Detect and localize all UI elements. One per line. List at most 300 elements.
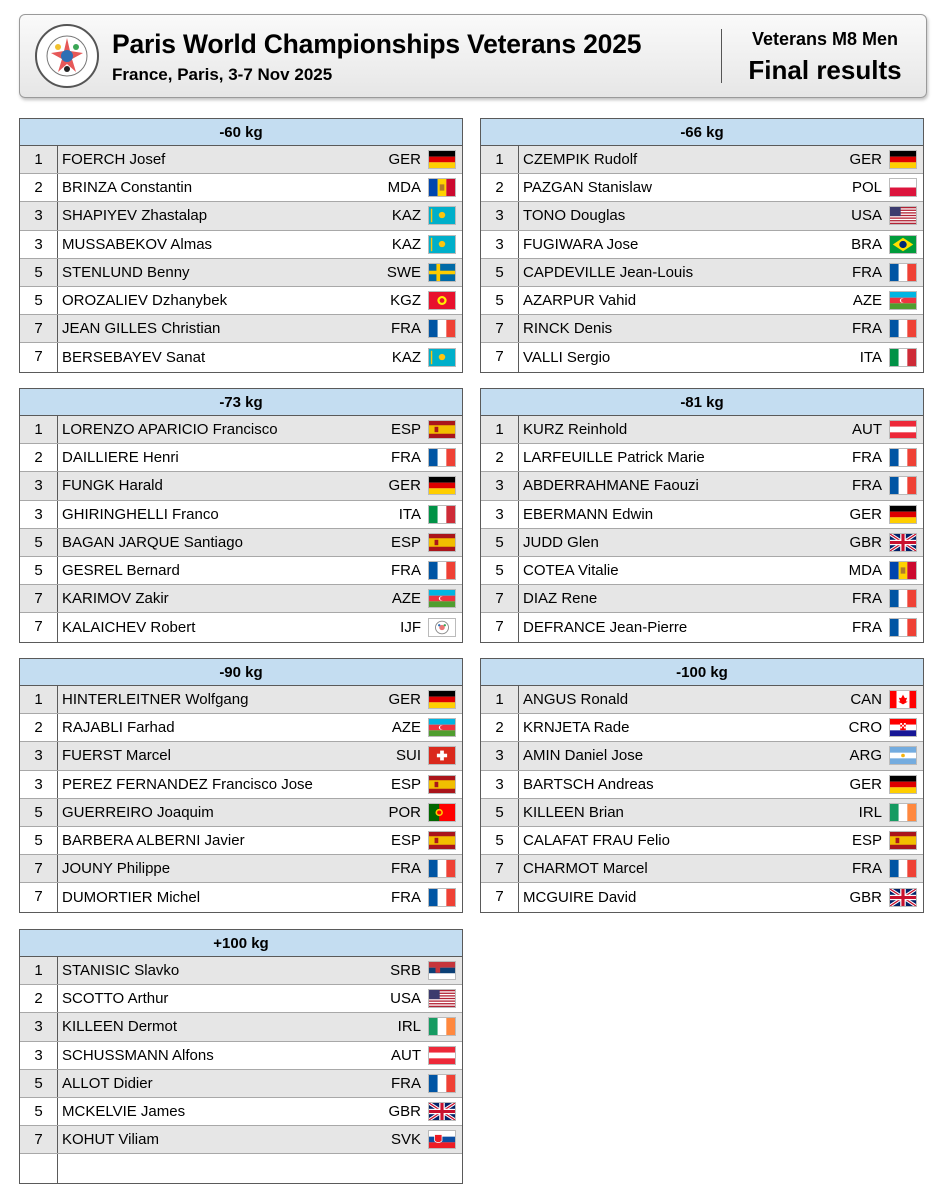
table-row	[481, 799, 923, 827]
table-body	[481, 416, 923, 642]
table-row	[20, 287, 462, 315]
table-row	[20, 501, 462, 529]
rank-cell: 5	[20, 799, 58, 826]
rank-cell: 3	[20, 472, 58, 499]
fra-flag-icon	[428, 859, 456, 878]
pol-flag-icon	[889, 178, 917, 197]
table-row	[481, 416, 923, 444]
nation-code: AZE	[391, 719, 421, 737]
rank-cell: 5	[20, 557, 58, 584]
rank-cell: 7	[20, 613, 58, 641]
nation-code: FRA	[391, 449, 421, 467]
athlete-name: STENLUND Benny	[62, 263, 190, 281]
nation-code: GBR	[849, 533, 882, 551]
rank-cell: 5	[20, 1098, 58, 1125]
nation-code: CRO	[848, 719, 882, 737]
table-row	[20, 557, 462, 585]
nation-code: FRA	[391, 562, 421, 580]
rank-cell: 7	[481, 855, 519, 882]
table-row	[20, 985, 462, 1013]
nation-code: AUT	[391, 1046, 421, 1064]
esp-flag-icon	[428, 831, 456, 850]
rank-cell: 5	[481, 827, 519, 854]
ger-flag-icon	[428, 150, 456, 169]
gbr-flag-icon	[428, 1102, 456, 1121]
nation-code: ESP	[390, 533, 421, 551]
nation-code: GBR	[849, 888, 882, 906]
kgz-flag-icon	[428, 291, 456, 310]
table-row	[481, 343, 923, 371]
weight-category-header: -73 kg	[20, 389, 462, 416]
table-row	[481, 686, 923, 714]
athlete-name: PEREZ FERNANDEZ Francisco Jose	[62, 775, 313, 793]
athlete-name: KILLEEN Brian	[523, 803, 624, 821]
kaz-flag-icon	[428, 235, 456, 254]
fra-flag-icon	[889, 476, 917, 495]
athlete-name: BERSEBAYEV Sanat	[62, 348, 206, 366]
weight-category-header: -66 kg	[481, 119, 923, 146]
rank-cell: 7	[481, 883, 519, 911]
table-row	[20, 146, 462, 174]
can-flag-icon	[889, 690, 917, 709]
rank-cell: 2	[481, 444, 519, 471]
rank-cell: 3	[20, 1013, 58, 1040]
athlete-name: CAPDEVILLE Jean-Louis	[523, 263, 694, 281]
swe-flag-icon	[428, 263, 456, 282]
ijf-flag-icon	[428, 618, 456, 637]
table-row	[481, 585, 923, 613]
rank-cell: 3	[20, 231, 58, 258]
nation-code: GER	[849, 775, 882, 793]
athlete-name: EBERMANN Edwin	[523, 505, 654, 523]
rank-cell: 7	[481, 343, 519, 371]
athlete-name: GESREL Bernard	[62, 562, 180, 580]
table-row	[20, 742, 462, 770]
rank-cell: 5	[20, 827, 58, 854]
athlete-name: RAJABLI Farhad	[62, 719, 175, 737]
rank-cell: 5	[20, 287, 58, 314]
results-status: Final results	[748, 55, 902, 85]
por-flag-icon	[428, 803, 456, 822]
athlete-name: DUMORTIER Michel	[62, 888, 201, 906]
srb-flag-icon	[428, 961, 456, 980]
table-row	[20, 799, 462, 827]
nation-code: AUT	[852, 421, 882, 439]
athlete-name: LARFEUILLE Patrick Marie	[523, 449, 705, 467]
athlete-name: KOHUT Viliam	[62, 1131, 159, 1149]
table-row	[481, 557, 923, 585]
nation-code: CAN	[850, 691, 882, 709]
weight-category-table	[19, 929, 463, 1184]
table-row	[20, 1098, 462, 1126]
athlete-name: FOERCH Josef	[62, 151, 166, 169]
table-body	[20, 686, 462, 912]
rank-cell: 3	[481, 472, 519, 499]
table-row	[481, 315, 923, 343]
gbr-flag-icon	[889, 533, 917, 552]
rank-cell: 2	[20, 174, 58, 201]
table-row	[20, 827, 462, 855]
athlete-name: CALAFAT FRAU Felio	[523, 832, 670, 850]
athlete-name: SHAPIYEV Zhastalap	[62, 207, 208, 225]
weight-category-table	[19, 388, 463, 643]
table-row	[20, 259, 462, 287]
table-body	[481, 146, 923, 372]
athlete-name: MCGUIRE David	[523, 888, 637, 906]
table-row	[20, 444, 462, 472]
athlete-name: KALAICHEV Robert	[62, 618, 196, 636]
nation-code: GER	[849, 505, 882, 523]
nation-code: GER	[849, 151, 882, 169]
athlete-name: AZARPUR Vahid	[523, 292, 637, 310]
cro-flag-icon	[889, 718, 917, 737]
athlete-name: DEFRANCE Jean-Pierre	[523, 618, 688, 636]
rank-cell: 5	[481, 287, 519, 314]
table-row	[481, 444, 923, 472]
athlete-name: PAZGAN Stanislaw	[523, 179, 652, 197]
nation-code: SRB	[390, 962, 421, 980]
event-location-dates: France, Paris, 3-7 Nov 2025	[112, 65, 333, 84]
rank-cell: 1	[20, 146, 58, 173]
athlete-name: BARTSCH Andreas	[523, 775, 654, 793]
athlete-name: JOUNY Philippe	[62, 860, 171, 878]
nation-code: ESP	[390, 832, 421, 850]
gbr-flag-icon	[889, 888, 917, 907]
athlete-name: DAILLIERE Henri	[62, 449, 179, 467]
rank-cell: 3	[481, 501, 519, 528]
nation-code: BRA	[851, 235, 882, 253]
nation-code: FRA	[852, 320, 882, 338]
fra-flag-icon	[428, 888, 456, 907]
weight-category-header: -81 kg	[481, 389, 923, 416]
athlete-name: ANGUS Ronald	[523, 691, 629, 709]
table-row	[481, 855, 923, 883]
esp-flag-icon	[428, 775, 456, 794]
athlete-name: OROZALIEV Dzhanybek	[62, 292, 228, 310]
rank-cell: 1	[20, 957, 58, 984]
athlete-name: GUERREIRO Joaquim	[62, 803, 214, 821]
rank-cell: 3	[20, 742, 58, 769]
athlete-name: DIAZ Rene	[523, 590, 598, 608]
table-row	[20, 1013, 462, 1041]
esp-flag-icon	[889, 831, 917, 850]
mda-flag-icon	[889, 561, 917, 580]
table-body	[20, 416, 462, 642]
rank-cell: 3	[481, 202, 519, 229]
athlete-name: SCHUSSMANN Alfons	[62, 1046, 214, 1064]
aze-flag-icon	[428, 589, 456, 608]
aut-flag-icon	[889, 420, 917, 439]
table-row	[481, 472, 923, 500]
table-row	[20, 771, 462, 799]
weight-category-header: -90 kg	[20, 659, 462, 686]
fra-flag-icon	[889, 448, 917, 467]
athlete-name: ALLOT Didier	[62, 1074, 153, 1092]
athlete-name: SCOTTO Arthur	[62, 990, 169, 1008]
athlete-name: BRINZA Constantin	[62, 179, 193, 197]
arg-flag-icon	[889, 746, 917, 765]
nation-code: FRA	[852, 618, 882, 636]
table-row	[20, 315, 462, 343]
aut-flag-icon	[428, 1046, 456, 1065]
rank-cell: 5	[481, 557, 519, 584]
weight-category-table	[19, 118, 463, 373]
athlete-name: FUNGK Harald	[62, 477, 163, 495]
rank-cell: 1	[481, 146, 519, 173]
ger-flag-icon	[428, 690, 456, 709]
weight-category-header: +100 kg	[20, 930, 462, 957]
nation-code: MDA	[848, 562, 882, 580]
rank-cell: 7	[20, 315, 58, 342]
rank-cell: 3	[481, 742, 519, 769]
rank-cell: 5	[481, 799, 519, 826]
ger-flag-icon	[889, 505, 917, 524]
rank-cell: 3	[481, 771, 519, 798]
fra-flag-icon	[889, 859, 917, 878]
table-row	[481, 613, 923, 641]
athlete-name: KARIMOV Zakir	[62, 590, 169, 608]
table-row	[20, 855, 462, 883]
rank-cell: 2	[20, 444, 58, 471]
athlete-name: MCKELVIE James	[62, 1103, 186, 1121]
table-row	[20, 585, 462, 613]
nation-code: IRL	[397, 1018, 421, 1036]
nation-code: MDA	[387, 179, 421, 197]
irl-flag-icon	[889, 803, 917, 822]
empty-flag-cell	[428, 1159, 456, 1178]
nation-code: ESP	[390, 421, 421, 439]
rank-cell: 5	[481, 259, 519, 286]
table-row	[481, 742, 923, 770]
table-row	[481, 771, 923, 799]
nation-code: FRA	[391, 860, 421, 878]
rank-cell: 7	[20, 855, 58, 882]
rank-cell: 7	[481, 585, 519, 612]
athlete-name: JEAN GILLES Christian	[62, 320, 221, 338]
table-row	[481, 259, 923, 287]
rank-cell: 7	[20, 585, 58, 612]
usa-flag-icon	[428, 989, 456, 1008]
nation-code: USA	[390, 990, 421, 1008]
athlete-name: KRNJETA Rade	[523, 719, 630, 737]
kaz-flag-icon	[428, 348, 456, 367]
rank-cell: 3	[481, 231, 519, 258]
table-row	[481, 501, 923, 529]
athlete-name: TONO Douglas	[523, 207, 626, 225]
rank-cell: 2	[20, 714, 58, 741]
table-row	[20, 686, 462, 714]
rank-cell: 7	[481, 613, 519, 641]
category-label: Veterans M8 Men	[751, 29, 899, 49]
rank-cell: 7	[20, 883, 58, 911]
nation-code: GBR	[388, 1103, 421, 1121]
fra-flag-icon	[889, 319, 917, 338]
nation-code: KGZ	[390, 292, 421, 310]
table-row	[20, 202, 462, 230]
irl-flag-icon	[428, 1017, 456, 1036]
nation-code: AZE	[391, 590, 421, 608]
nation-code: SWE	[386, 263, 421, 281]
athlete-name: BARBERA ALBERNI Javier	[62, 832, 245, 850]
table-row	[20, 174, 462, 202]
rank-cell: 1	[20, 686, 58, 713]
fra-flag-icon	[428, 1074, 456, 1093]
table-row	[20, 231, 462, 259]
nation-code: IJF	[400, 618, 421, 636]
rank-cell: 3	[20, 501, 58, 528]
table-row	[20, 714, 462, 742]
table-row	[20, 883, 462, 911]
fra-flag-icon	[428, 448, 456, 467]
rank-cell: 7	[20, 1126, 58, 1153]
nation-code: GER	[388, 477, 421, 495]
athlete-name: STANISIC Slavko	[62, 962, 180, 980]
nation-code: FRA	[852, 860, 882, 878]
nation-code: FRA	[391, 1074, 421, 1092]
mda-flag-icon	[428, 178, 456, 197]
nation-code: ITA	[859, 348, 882, 366]
table-body	[20, 146, 462, 372]
ita-flag-icon	[889, 348, 917, 367]
rank-cell: 5	[20, 259, 58, 286]
weight-category-table	[480, 118, 924, 373]
table-row	[20, 613, 462, 641]
table-row	[481, 146, 923, 174]
esp-flag-icon	[428, 420, 456, 439]
nation-code: POR	[388, 803, 421, 821]
athlete-name: KURZ Reinhold	[523, 421, 628, 439]
weight-category-table	[480, 658, 924, 913]
rank-cell: 1	[20, 416, 58, 443]
results-header	[19, 14, 927, 98]
rank-cell: 7	[20, 343, 58, 371]
table-row	[481, 174, 923, 202]
ger-flag-icon	[889, 150, 917, 169]
page-title: Paris World Championships Veterans 2025	[112, 29, 642, 59]
nation-code: USA	[851, 207, 882, 225]
table-row	[481, 529, 923, 557]
ijf-logo-icon	[34, 23, 100, 89]
nation-code: KAZ	[391, 348, 421, 366]
rank-cell: 2	[481, 714, 519, 741]
nation-code: IRL	[858, 803, 882, 821]
athlete-name: ABDERRAHMANE Faouzi	[523, 477, 699, 495]
rank-cell: 2	[481, 174, 519, 201]
ger-flag-icon	[428, 476, 456, 495]
aze-flag-icon	[889, 291, 917, 310]
fra-flag-icon	[428, 319, 456, 338]
rank-cell: 7	[481, 315, 519, 342]
esp-flag-icon	[428, 533, 456, 552]
table-row	[20, 1070, 462, 1098]
athlete-name: CHARMOT Marcel	[523, 860, 648, 878]
nation-code: FRA	[852, 590, 882, 608]
athlete-name: CZEMPIK Rudolf	[523, 151, 638, 169]
rank-cell: 5	[20, 529, 58, 556]
nation-code: ITA	[398, 505, 421, 523]
athlete-name: GHIRINGHELLI Franco	[62, 505, 219, 523]
table-row	[20, 957, 462, 985]
athlete-name: FUERST Marcel	[62, 747, 171, 765]
rank-cell: 5	[481, 529, 519, 556]
table-row	[20, 1126, 462, 1154]
table-body	[481, 686, 923, 912]
table-row	[20, 1154, 462, 1182]
table-row	[20, 343, 462, 371]
table-row	[481, 202, 923, 230]
svk-flag-icon	[428, 1130, 456, 1149]
nation-code: FRA	[391, 888, 421, 906]
nation-code: KAZ	[391, 235, 421, 253]
table-row	[20, 529, 462, 557]
table-row	[481, 827, 923, 855]
rank-cell: 2	[20, 985, 58, 1012]
rank-cell: 1	[481, 416, 519, 443]
nation-code: SUI	[395, 747, 421, 765]
rank-cell: 1	[481, 686, 519, 713]
weight-category-header: -100 kg	[481, 659, 923, 686]
athlete-name: FUGIWARA Jose	[523, 235, 639, 253]
fra-flag-icon	[889, 589, 917, 608]
ger-flag-icon	[889, 775, 917, 794]
rank-cell	[20, 1154, 58, 1182]
nation-code: ARG	[849, 747, 882, 765]
table-row	[481, 883, 923, 911]
table-row	[20, 472, 462, 500]
athlete-name: VALLI Sergio	[523, 348, 611, 366]
nation-code: POL	[851, 179, 882, 197]
fra-flag-icon	[428, 561, 456, 580]
athlete-name: LORENZO APARICIO Francisco	[62, 421, 278, 439]
weight-category-table	[480, 388, 924, 643]
table-row	[481, 714, 923, 742]
athlete-name: KILLEEN Dermot	[62, 1018, 178, 1036]
nation-code: FRA	[852, 263, 882, 281]
athlete-name: COTEA Vitalie	[523, 562, 619, 580]
nation-code: SVK	[390, 1131, 421, 1149]
usa-flag-icon	[889, 206, 917, 225]
athlete-name: BAGAN JARQUE Santiago	[62, 533, 243, 551]
table-row	[20, 416, 462, 444]
rank-cell: 3	[20, 771, 58, 798]
nation-code: GER	[388, 151, 421, 169]
nation-code: AZE	[852, 292, 882, 310]
fra-flag-icon	[889, 618, 917, 637]
nation-code: FRA	[852, 449, 882, 467]
nation-code: ESP	[851, 832, 882, 850]
bra-flag-icon	[889, 235, 917, 254]
athlete-name: MUSSABEKOV Almas	[62, 235, 213, 253]
athlete-name: RINCK Denis	[523, 320, 613, 338]
nation-code: ESP	[390, 775, 421, 793]
athlete-name: HINTERLEITNER Wolfgang	[62, 691, 249, 709]
aze-flag-icon	[428, 718, 456, 737]
rank-cell: 5	[20, 1070, 58, 1097]
weight-category-table	[19, 658, 463, 913]
table-row	[20, 1042, 462, 1070]
athlete-name: AMIN Daniel Jose	[523, 747, 644, 765]
table-row	[481, 231, 923, 259]
nation-code: KAZ	[391, 207, 421, 225]
ita-flag-icon	[428, 505, 456, 524]
athlete-name: JUDD Glen	[523, 533, 599, 551]
nation-code: FRA	[391, 320, 421, 338]
nation-code: FRA	[852, 477, 882, 495]
table-body	[20, 957, 462, 1183]
fra-flag-icon	[889, 263, 917, 282]
nation-code: GER	[388, 691, 421, 709]
rank-cell: 3	[20, 1042, 58, 1069]
